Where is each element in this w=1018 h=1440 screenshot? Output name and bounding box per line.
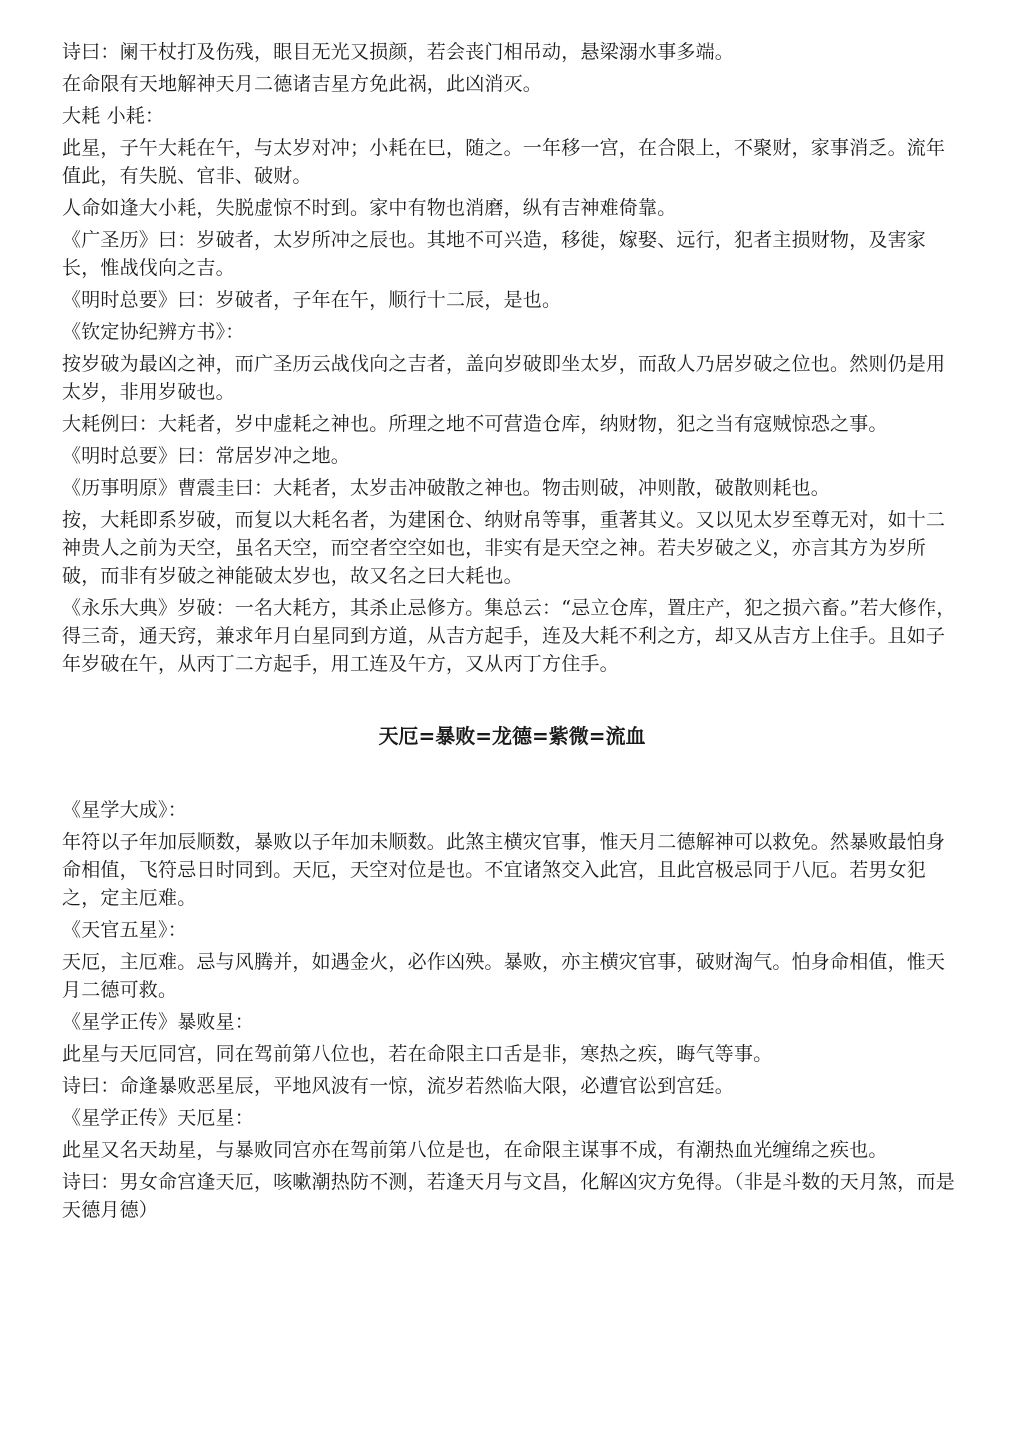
paragraph: 《永乐大典》岁破：一名大耗方，其杀止忌修方。集总云：“忌立仓库，置庄产，犯之损六畜。”若大修作，得三奇，通天窍，兼求年月白星同到方道，从吉方起手，连及大耗不利之方，却又从吉方上住手。且如子年岁破在午，从丙丁二方起手，用工连及午方，又从丙丁方住手。 — [62, 597, 956, 675]
paragraph-heading: 《星学正传》天厄星： — [62, 1107, 255, 1129]
paragraph-heading: 《天官五星》： — [62, 919, 187, 941]
paragraph: 按，大耗即系岁破，而复以大耗名者，为建囷仓、纳财帛等事，重著其义。又以见太岁至尊无对，如十二神贵人之前为天空，虽名天空，而空者空空如也，非实有是天空之神。若夫岁破之义，亦言其方为岁所破，而非有岁破之神能破太岁也，故又名之曰大耗也。 — [62, 509, 946, 587]
paragraph: 《历事明原》曹震圭曰：大耗者，太岁击冲破散之神也。物击则破，冲则散，破散则耗也。 — [62, 477, 831, 499]
paragraph-heading: 《钦定协纪辨方书》： — [62, 321, 245, 343]
paragraph-heading: 大耗 小耗： — [62, 105, 165, 127]
paragraph: 人命如逢大小耗，失脱虚惊不时到。家中有物也消磨，纵有吉神难倚靠。 — [62, 197, 677, 219]
paragraph: 此星，子午大耗在午，与太岁对冲；小耗在巳，随之。一年移一宫，在合限上，不聚财，家事消乏。流年值此，有失脱、官非、破财。 — [62, 137, 946, 187]
paragraph: 诗曰：男女命宫逢天厄，咳嗽潮热防不测，若逢天月与文昌，化解凶灾方免得。（非是斗数的天月煞，而是天德月德） — [62, 1171, 955, 1221]
paragraph: 此星与天厄同宫，同在驾前第八位也，若在命限主口舌是非，寒热之疾，晦气等事。 — [62, 1043, 773, 1065]
section-title: 天厄=暴败=龙德=紫微=流血 — [378, 724, 646, 748]
document-page — [62, 38, 962, 1228]
paragraph: 《广圣历》曰：岁破者，太岁所冲之辰也。其地不可兴造，移徙，嫁娶、远行，犯者主损财物，及害家长，惟战伐向之吉。 — [62, 229, 927, 279]
paragraph: 在命限有天地解神天月二德诸吉星方免此祸，此凶消灭。 — [62, 73, 543, 95]
paragraph: 年符以子年加辰顺数，暴败以子年加未顺数。此煞主横灾官事，惟天月二德解神可以救免。然暴败最怕身命相值，飞符忌日时同到。天厄，天空对位是也。不宜诸煞交入此宫，且此宫极忌同于八厄。若男女犯之，定主厄难。 — [62, 831, 946, 909]
paragraph: 诗曰：命逢暴败恶星辰，平地风波有一惊，流岁若然临大限，必遭官讼到宫廷。 — [62, 1075, 735, 1097]
paragraph-heading: 《星学大成》： — [62, 799, 187, 821]
paragraph: 此星又名天劫星，与暴败同宫亦在驾前第八位是也，在命限主谋事不成，有潮热血光缠绵之疾也。 — [62, 1139, 888, 1161]
paragraph-heading: 《星学正传》暴败星： — [62, 1011, 255, 1033]
paragraph: 《明时总要》曰：岁破者，子年在午，顺行十二辰，是也。 — [62, 289, 562, 311]
paragraph: 《明时总要》曰：常居岁冲之地。 — [62, 445, 351, 467]
section-suipo-dahao — [62, 38, 962, 678]
section-tiane-baobai — [62, 796, 962, 1224]
paragraph: 按岁破为最凶之神，而广圣历云战伐向之吉者，盖向岁破即坐太岁，而敌人乃居岁破之位也。然则仍是用太岁，非用岁破也。 — [62, 353, 946, 403]
paragraph: 天厄，主厄难。忌与风腾并，如遇金火，必作凶殃。暴败，亦主横灾官事，破财淘气。怕身命相值，惟天月二德可救。 — [62, 951, 946, 1001]
paragraph: 大耗例曰：大耗者，岁中虚耗之神也。所理之地不可营造仓库，纳财物，犯之当有寇贼惊恐之事。 — [62, 413, 888, 435]
paragraph: 诗曰：阑干杖打及伤残，眼目无光又损颜，若会丧门相吊动，悬梁溺水事多端。 — [62, 41, 735, 63]
